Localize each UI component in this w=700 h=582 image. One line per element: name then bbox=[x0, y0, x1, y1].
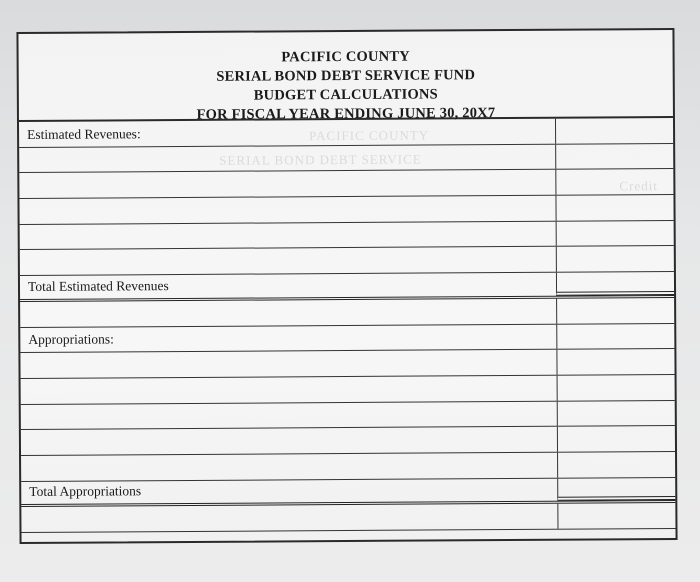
blank-row bbox=[19, 144, 673, 174]
amount-cell[interactable] bbox=[557, 426, 675, 451]
blank-row bbox=[21, 426, 675, 456]
bleed-through-text: SERIAL BOND DEBT SERVICE bbox=[219, 151, 422, 168]
amount-cell[interactable] bbox=[557, 375, 675, 400]
bleed-through-text: PACIFIC COUNTY bbox=[309, 127, 430, 144]
blank-row bbox=[21, 401, 675, 431]
amount-cell[interactable] bbox=[557, 452, 675, 477]
blank-row bbox=[21, 503, 675, 533]
fund-title: SERIAL BOND DEBT SERVICE FUND bbox=[216, 67, 476, 85]
blank-row bbox=[20, 349, 674, 379]
row-label: Appropriations: bbox=[28, 331, 114, 348]
report-title: BUDGET CALCULATIONS bbox=[253, 86, 438, 104]
amount-cell[interactable] bbox=[555, 195, 673, 220]
amount-cell[interactable] bbox=[555, 144, 673, 169]
fiscal-year-title: FOR FISCAL YEAR ENDING JUNE 30, 20X7 bbox=[196, 105, 496, 123]
blank-row bbox=[19, 169, 673, 199]
amount-cell[interactable] bbox=[556, 246, 674, 271]
budget-worksheet bbox=[16, 28, 677, 544]
total-row bbox=[20, 272, 674, 302]
row-label: Total Estimated Revenues bbox=[27, 277, 169, 294]
blank-row bbox=[21, 375, 675, 405]
bleed-through-text: Credit bbox=[619, 178, 658, 194]
amount-cell[interactable] bbox=[556, 324, 674, 349]
blank-row bbox=[19, 195, 673, 225]
section-row bbox=[20, 324, 674, 354]
blank-row bbox=[20, 298, 674, 328]
worksheet-rows bbox=[19, 118, 675, 533]
blank-row bbox=[20, 221, 674, 251]
blank-row bbox=[21, 452, 675, 482]
row-label: Estimated Revenues: bbox=[27, 125, 141, 142]
amount-cell[interactable] bbox=[556, 298, 674, 323]
amount-cell[interactable] bbox=[555, 118, 673, 143]
blank-row bbox=[20, 246, 674, 276]
amount-cell[interactable] bbox=[557, 401, 675, 426]
amount-cell[interactable] bbox=[557, 478, 675, 501]
section-row bbox=[19, 118, 673, 148]
row-label: Total Appropriations bbox=[29, 483, 142, 500]
amount-cell[interactable] bbox=[556, 272, 674, 295]
worksheet-header bbox=[18, 30, 673, 122]
total-row bbox=[21, 478, 675, 508]
county-title: PACIFIC COUNTY bbox=[281, 48, 410, 66]
amount-cell[interactable] bbox=[556, 221, 674, 246]
amount-cell[interactable] bbox=[557, 503, 675, 528]
amount-cell[interactable] bbox=[556, 349, 674, 374]
amount-cell[interactable] bbox=[555, 169, 673, 194]
